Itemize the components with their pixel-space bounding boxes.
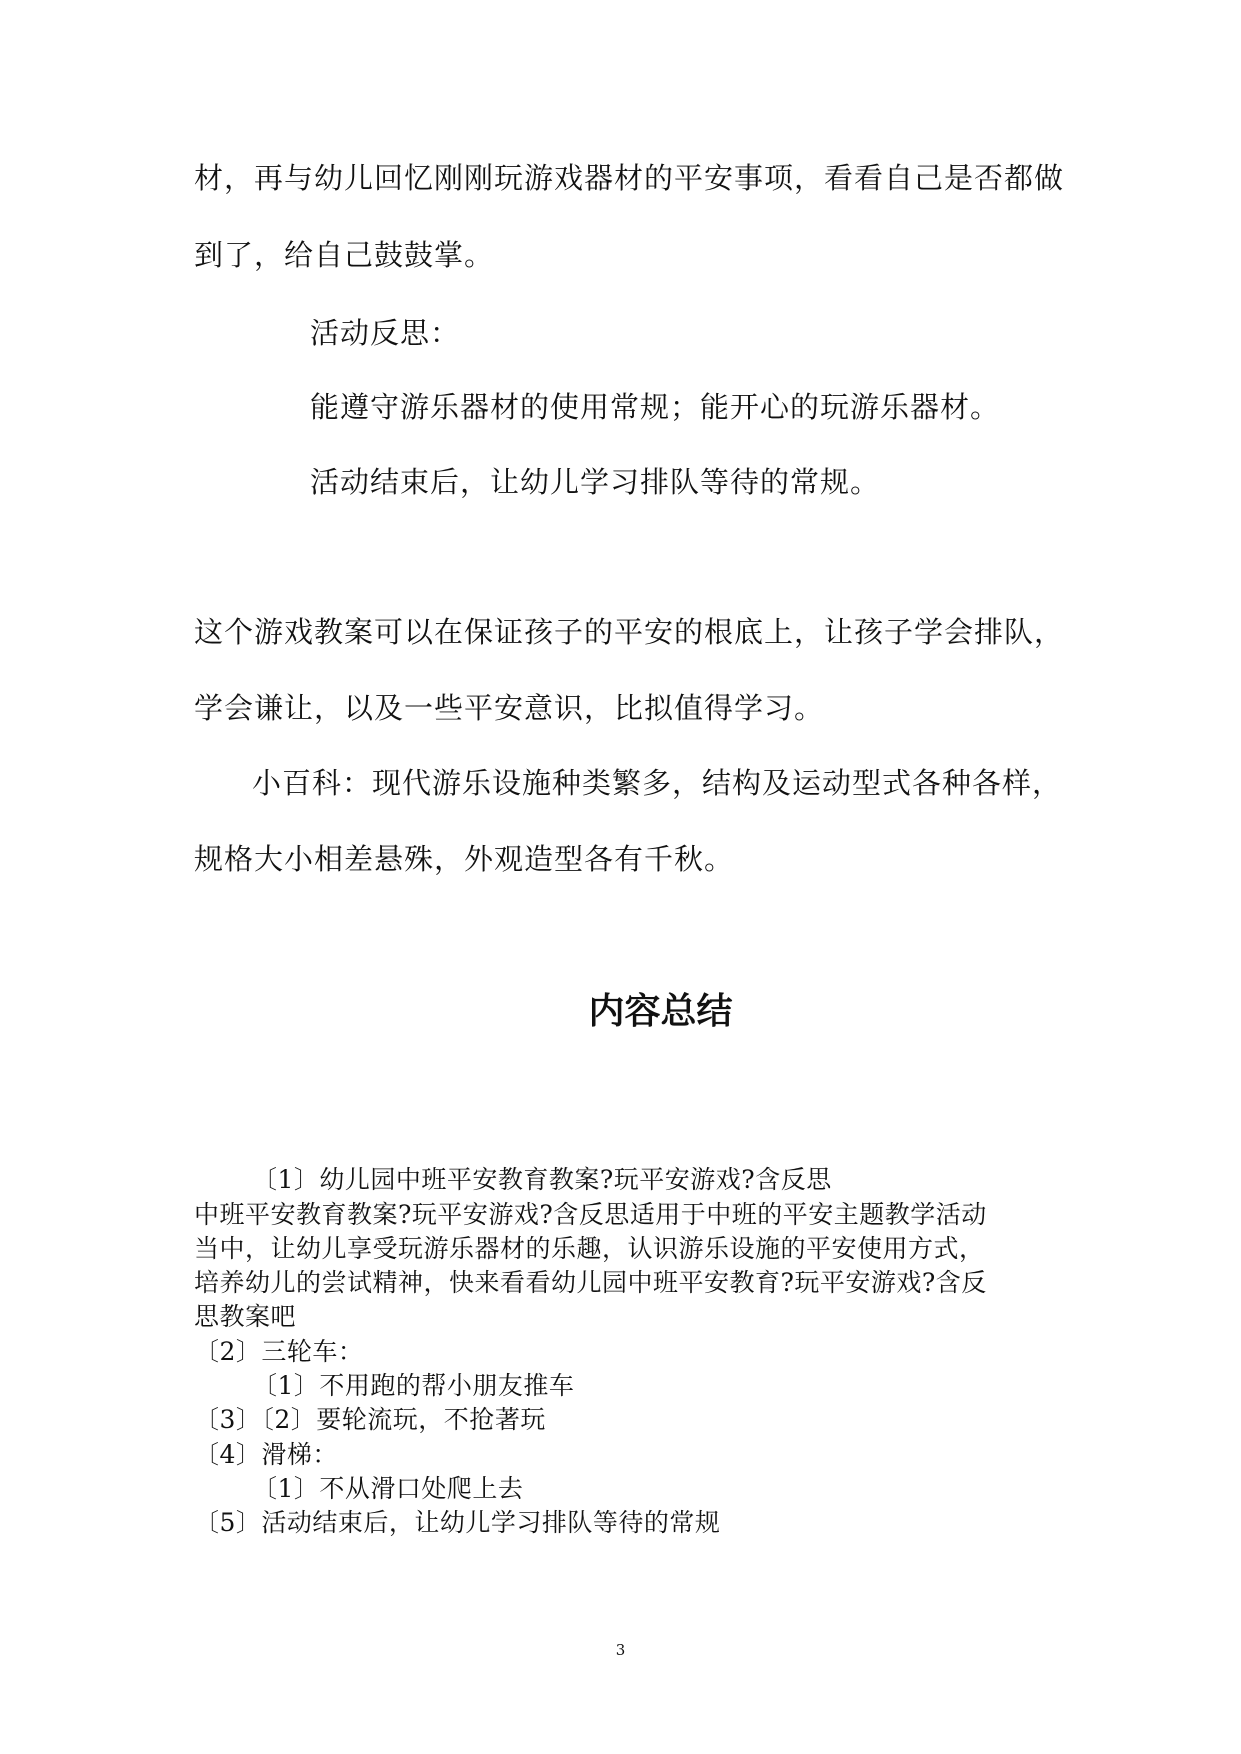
body-line-7: 学会谦让，以及一些平安意识，比拟值得学习。 (194, 691, 825, 725)
summary-line-5: 思教案吧 (194, 1302, 297, 1331)
summary-line-6: 〔2〕三轮车： (194, 1337, 364, 1366)
body-line-1: 材，再与幼儿回忆刚刚玩游戏器材的平安事项，看看自己是否都做 (194, 161, 1065, 195)
summary-title: 内容总结 (588, 991, 733, 1032)
summary-line-11: 〔5〕活动结束后，让幼儿学习排队等待的常规 (194, 1508, 721, 1537)
body-line-4: 能遵守游乐器材的使用常规；能开心的玩游乐器材。 (310, 390, 1001, 424)
summary-line-9: 〔4〕滑梯： (194, 1440, 338, 1469)
summary-line-8: 〔3〕〔2〕要轮流玩，不抢著玩 (194, 1405, 546, 1434)
body-line-6: 这个游戏教案可以在保证孩子的平安的根底上，让孩子学会排队， (194, 615, 1065, 649)
body-line-2: 到了，给自己鼓鼓掌。 (194, 238, 495, 272)
summary-line-4: 培养幼儿的尝试精神，快来看看幼儿园中班平安教育?玩平安游戏?含反 (194, 1268, 987, 1297)
body-line-9: 规格大小相差悬殊，外观造型各有千秋。 (194, 842, 735, 876)
body-line-encyclopedia: 小百科：现代游乐设施种类繁多，结构及运动型式各种各样， (252, 766, 1063, 800)
page-number: 3 (615, 1641, 626, 1659)
summary-line-2: 中班平安教育教案?玩平安游戏?含反思适用于中班的平安主题教学活动 (194, 1200, 987, 1229)
summary-line-7: 〔1〕不用跑的帮小朋友推车 (252, 1371, 575, 1400)
body-line-reflection-heading: 活动反思： (310, 316, 461, 350)
summary-line-1: 〔1〕幼儿园中班平安教育教案?玩平安游戏?含反思 (252, 1165, 832, 1194)
summary-line-10: 〔1〕不从滑口处爬上去 (252, 1474, 524, 1503)
body-line-5: 活动结束后，让幼儿学习排队等待的常规。 (310, 465, 881, 499)
summary-line-3: 当中，让幼儿享受玩游乐器材的乐趣，认识游乐设施的平安使用方式， (194, 1234, 985, 1263)
